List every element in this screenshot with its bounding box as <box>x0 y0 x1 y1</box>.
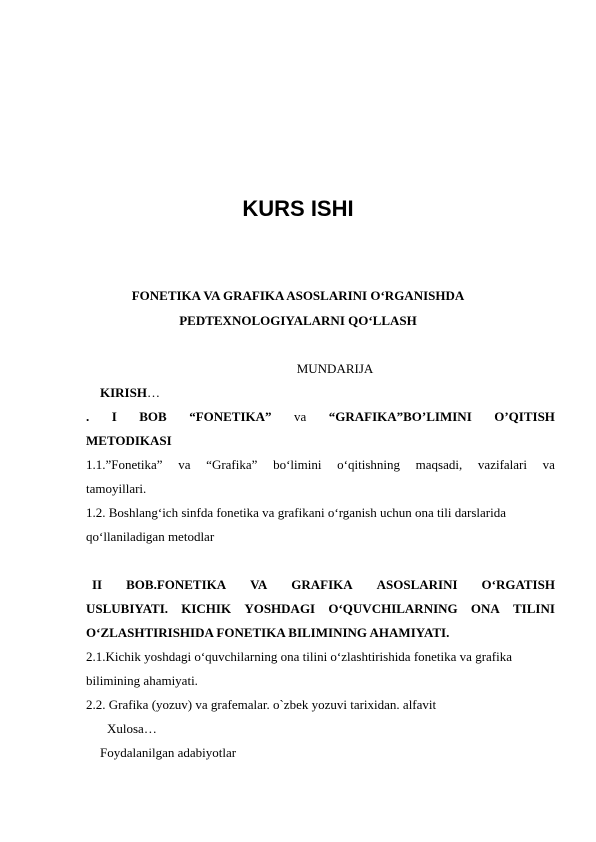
toc-conclusion: Xulosa… <box>107 721 157 736</box>
document-title: KURS ISHI <box>242 196 354 221</box>
toc-section-2-1-line-2: bilimining ahamiyati. <box>86 673 198 688</box>
topic-line-1: FONETIKA VA GRAFIKA ASOSLARINI O‘RGANISHDA <box>131 288 465 303</box>
toc-section-2-2: 2.2. Grafika (yozuv) va grafemalar. o`zbek yozuvi tarixidan. alfavit <box>86 697 437 712</box>
toc-chapter-2-line-1: II BOB.FONETIKA VA GRAFIKA ASOSLARINI O‘RGATISH <box>92 577 555 592</box>
topic-line-2: PEDTEXNOLOGIYALARNI QO‘LLASH <box>179 313 417 328</box>
toc-chapter-1-line-2: METODIKASI <box>86 433 172 448</box>
toc-references: Foydalanilgan adabiyotlar <box>100 745 237 760</box>
toc-section-1-2-line-2: qo‘llaniladigan metodlar <box>86 529 215 544</box>
toc-chapter-1-line-1: . I BOB “FONETIKA” va “GRAFIKA”BO’LIMINI O’QITISH <box>86 409 555 424</box>
toc-section-1-1-line-2: tamoyillari. <box>86 481 147 496</box>
toc-intro: KIRISH… <box>100 385 160 400</box>
toc-chapter-2-line-2: USLUBIYATI. KICHIK YOSHDAGI O‘QUVCHILARNING ONA TILINI <box>86 601 555 616</box>
toc-section-1-1-line-1: 1.1.”Fonetika” va “Grafika” bo‘limini o‘qitishning maqsadi, vazifalari va <box>86 457 555 472</box>
toc-section-1-2-line-1: 1.2. Boshlang‘ich sinfda fonetika va grafikani o‘rganish uchun ona tili darslarida <box>86 505 506 520</box>
toc-section-2-1-line-1: 2.1.Kichik yoshdagi o‘quvchilarning ona tilini o‘zlashtirishida fonetika va grafika <box>86 649 513 664</box>
contents-heading: MUNDARIJA <box>296 361 374 376</box>
toc-chapter-2-line-3: O‘ZLASHTIRISHIDA FONETIKA BILIMINING AHAMIYATI. <box>86 625 450 640</box>
